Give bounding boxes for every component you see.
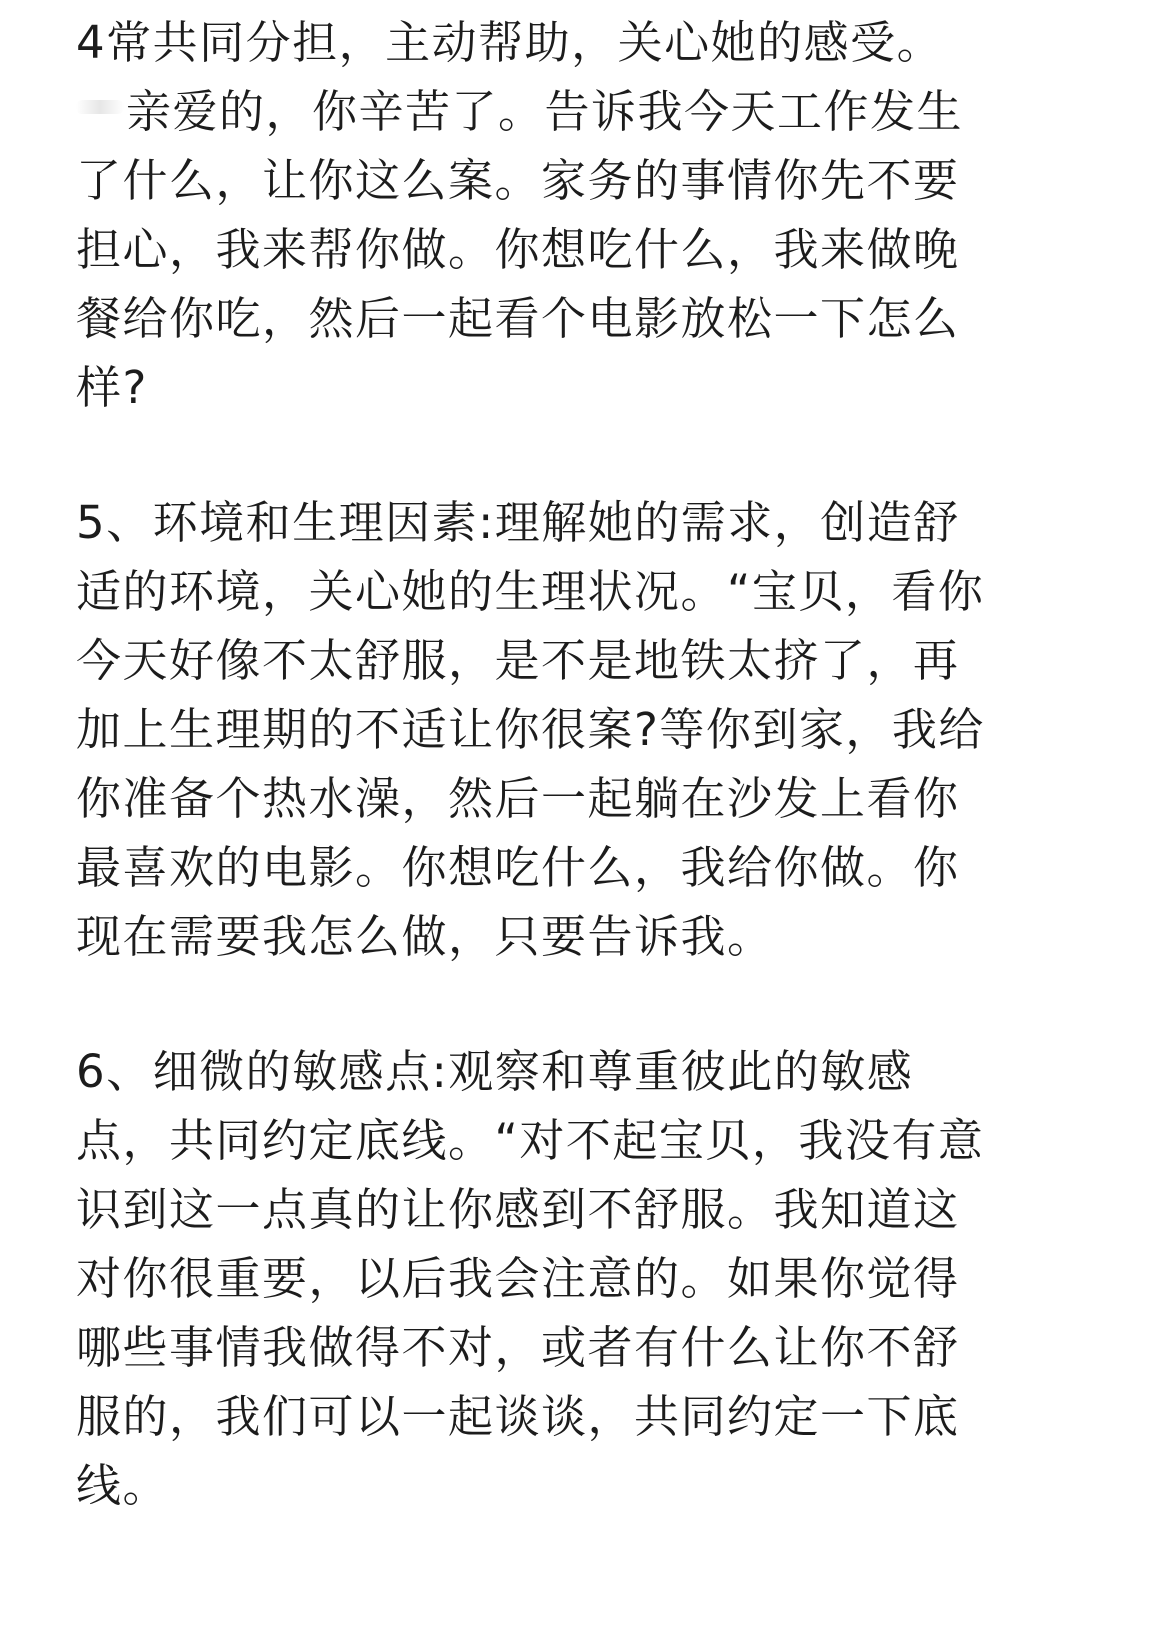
- text-line: 了什么，让你这么案。家务的事情你先不要: [76, 154, 960, 207]
- text-line: 适的环境，关心她的生理状况。“宝贝，看你: [76, 565, 985, 618]
- paragraph-5: [76, 488, 1051, 971]
- text-line: 点，共同约定底线。“对不起宝贝，我没有意: [76, 1114, 985, 1167]
- text-line: 5、环境和生理因素:理解她的需求，创造舒: [76, 496, 960, 549]
- text-line: 最喜欢的电影。你想吃什么，我给你做。你: [76, 841, 960, 894]
- text-line: 线。: [76, 1459, 170, 1512]
- paragraph-spacer: [76, 971, 1051, 1037]
- text-line: 服的，我们可以一起谈谈，共同约定一下底: [76, 1390, 960, 1443]
- text-line: 样?: [76, 361, 148, 414]
- text-line: 识到这一点真的让你感到不舒服。我知道这: [76, 1183, 960, 1236]
- text-line: 你准备个热水澡，然后一起躺在沙发上看你: [76, 772, 960, 825]
- text-line: 对你很重要，以后我会注意的。如果你觉得: [76, 1252, 960, 1305]
- text-line: 加上生理期的不适让你很案?等你到家，我给: [76, 703, 985, 756]
- paragraph-spacer: [76, 422, 1051, 488]
- text-line: 哪些事情我做得不对，或者有什么让你不舒: [76, 1321, 960, 1374]
- text-line: 6、细微的敏感点:观察和尊重彼此的敏感: [76, 1045, 914, 1098]
- text-line: 亲爱的，你辛苦了。告诉我今天工作发生: [126, 85, 964, 138]
- paragraph-6: [76, 1037, 1051, 1520]
- article-body: [76, 8, 1051, 1520]
- highlight-mark: [76, 100, 124, 114]
- text-line: 现在需要我怎么做，只要告诉我。: [76, 910, 774, 963]
- text-line: 餐给你吃，然后一起看个电影放松一下怎么: [76, 292, 960, 345]
- paragraph-4: [76, 8, 1051, 422]
- text-line: 担心，我来帮你做。你想吃什么，我来做晚: [76, 223, 960, 276]
- text-line: 4常共同分担，主动帮助，关心她的感受。: [76, 16, 944, 69]
- text-line: 今天好像不太舒服，是不是地铁太挤了，再: [76, 634, 960, 687]
